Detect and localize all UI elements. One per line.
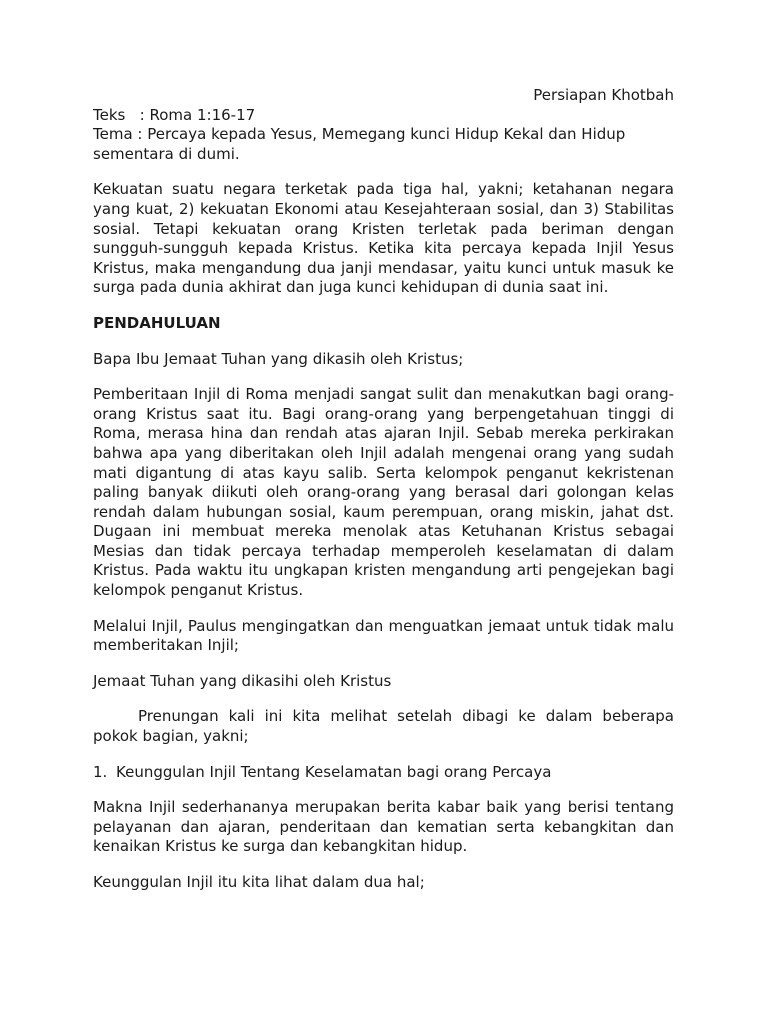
intro-paragraph: Kekuatan suatu negara terketak pada tiga hal, yakni; ketahanan negara yang kuat, 2) kekuatan Ekonomi atau Kesejahteraan sosial, dan 3) Stabilitas sosial. Tetapi kekuatan orang Kristen terletak pada beriman dengan sungguh-sungguh kepada Kristus. Ketika kita percaya kepada Injil Yesus Kristus, maka mengandung dua janji mendasar, yaitu kunci untuk masuk ke surga pada dunia akhirat dan juga kunci kehidupan di dunia saat ini. <box>93 180 674 297</box>
body-paragraph: Pemberitaan Injil di Roma menjadi sangat sulit dan menakutkan bagi orang-orang Kristus saat itu. Bagi orang-orang yang berpengetahuan tinggi di Roma, merasa hina dan rendah atas ajaran Injil. Sebab mereka perkirakan bahwa apa yang diberitakan oleh Injil adalah mengenai orang yang sudah mati digantung di atas kayu salib. Serta kelompok penganut kekristenan paling banyak diikuti oleh orang-orang yang berasal dari golongan kelas rendah dalam hubungan sosial, kaum perempuan, orang miskin, jahat dst. Dugaan ini membuat mereka menolak atas Ketuhanan Kristus sebagai Mesias dan tidak percaya terhadap memperoleh keselamatan di dalam Kristus. Pada waktu itu ungkapan kristen mengandung arti pengejekan bagi kelompok penganut Kristus. <box>93 385 674 600</box>
teks-line: Teks : Roma 1:16-17 <box>93 105 256 124</box>
body-paragraph: Keunggulan Injil itu kita lihat dalam dua hal; <box>93 873 425 891</box>
body-paragraph: Prenungan kali ini kita melihat setelah dibagi ke dalam beberapa pokok bagian, yakni; <box>93 707 674 746</box>
document-page <box>93 86 674 909</box>
section-heading: PENDAHULUAN <box>93 313 221 332</box>
greeting-paragraph: Jemaat Tuhan yang dikasihi oleh Kristus <box>93 671 392 690</box>
body-paragraph: Makna Injil sederhananya merupakan berita kabar baik yang berisi tentang pelayanan dan ajaran, penderitaan dan kematian serta kebangkitan dan kenaikan Kristus ke surga dan kebangkitan hidup. <box>93 798 674 856</box>
greeting-paragraph: Bapa Ibu Jemaat Tuhan yang dikasih oleh Kristus; <box>93 349 464 368</box>
body-paragraph: Melalui Injil, Paulus mengingatkan dan menguatkan jemaat untuk tidak malu memberitakan Injil; <box>93 616 674 655</box>
item-text: Keunggulan Injil Tentang Keselamatan bagi orang Percaya <box>116 762 552 781</box>
numbered-item <box>93 763 674 783</box>
item-number: 1. <box>93 762 108 781</box>
tema-line: Tema : Percaya kepada Yesus, Memegang kunci Hidup Kekal dan Hidup sementara di dumi. <box>93 125 626 163</box>
document-header: Persiapan Khotbah <box>533 86 674 104</box>
